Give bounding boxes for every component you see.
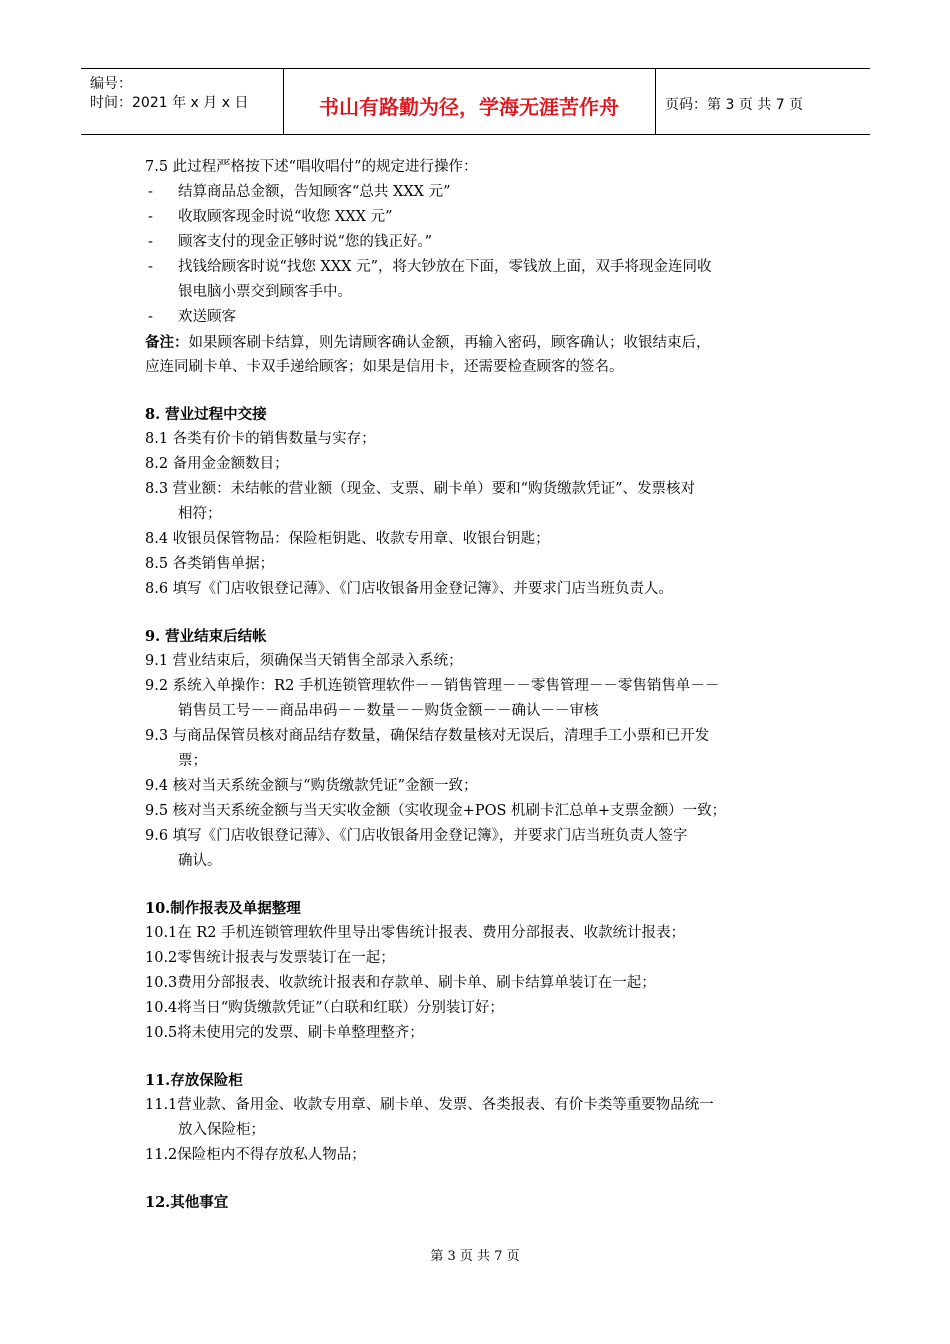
header-motto-cell: [283, 69, 656, 134]
header-meta-cell: [81, 69, 284, 134]
list-item-text: 欢送顾客: [178, 309, 236, 325]
section-heading: 11.存放保险柜: [145, 1072, 243, 1089]
list-item-text: 顾客支付的现金正够时说“您的钱正好。”: [178, 234, 433, 250]
document-number-label: 编号：: [90, 76, 132, 92]
section7-intro: 7.5 此过程严格按下述“唱收唱付”的规定进行操作：: [145, 159, 478, 175]
page-footer: 第 3 页 共 7 页: [430, 1249, 520, 1264]
list-item: 11.1营业款、备用金、收款专用章、刷卡单、发票、各类报表、有价卡类等重要物品统一: [145, 1097, 714, 1113]
list-item: 10.5将未使用完的发票、刷卡单整理整齐；: [145, 1025, 424, 1041]
list-item-continuation: 票；: [178, 753, 207, 769]
header-page-info: 页码：第 3 页 共 7 页: [665, 97, 804, 113]
list-item: [145, 180, 810, 205]
header-motto: 书山有路勤为径，学海无涯苦作舟: [319, 95, 619, 119]
list-item: 11.2保险柜内不得存放私人物品；: [145, 1147, 366, 1163]
list-item-continuation: 销售员工号－－商品串码－－数量－－购货金额－－确认－－审核: [178, 703, 599, 719]
list-item: 8.6 填写《门店收银登记薄》、《门店收银备用金登记簿》、并要求门店当班负责人。: [145, 581, 673, 597]
list-item-continuation: 银电脑小票交到顾客手中。: [178, 284, 352, 300]
note-label: 备注：: [145, 334, 189, 351]
note-text: 如果顾客刷卡结算，则先请顾客确认金额，再输入密码，顾客确认；收银结束后，: [188, 335, 711, 351]
header-page-cell: [655, 69, 870, 134]
list-item: 8.1 各类有价卡的销售数量与实存；: [145, 431, 376, 447]
list-item: 10.1在 R2 手机连锁管理软件里导出零售统计报表、费用分部报表、收款统计报表；: [145, 925, 686, 941]
list-item-continuation: 相符；: [178, 506, 222, 522]
section-heading: 9. 营业结束后结帐: [145, 628, 267, 645]
document-body: [145, 155, 810, 1215]
list-item: 10.3费用分部报表、收款统计报表和存款单、刷卡单、刷卡结算单装订在一起；: [145, 975, 656, 991]
bullet-dash: -: [148, 309, 153, 325]
list-item: [145, 255, 810, 280]
list-item: 8.5 各类销售单据；: [145, 556, 275, 572]
bullet-dash: -: [148, 209, 153, 225]
list-item: 9.1 营业结束后，须确保当天销售全部录入系统；: [145, 653, 463, 669]
list-item: [145, 205, 810, 230]
list-item: 9.3 与商品保管员核对商品结存数量，确保结存数量核对无误后，清理手工小票和已开发: [145, 728, 710, 744]
list-item: 8.4 收银员保管物品：保险柜钥匙、收款专用章、收银台钥匙；: [145, 531, 550, 547]
list-item: 10.4将当日“购货缴款凭证”（白联和红联）分别装订好；: [145, 1000, 504, 1016]
list-item: 8.3 营业额：未结帐的营业额（现金、支票、刷卡单）要和“购货缴款凭证”、发票核对: [145, 481, 695, 497]
list-item-continuation: 放入保险柜；: [178, 1122, 265, 1138]
list-item: 8.2 备用金金额数目；: [145, 456, 289, 472]
bullet-dash: -: [148, 259, 153, 275]
bullet-dash: -: [148, 234, 153, 250]
section-heading: 8. 营业过程中交接: [145, 406, 267, 423]
list-item-continuation: 确认。: [178, 853, 222, 869]
list-item: 9.4 核对当天系统金额与“购货缴款凭证”金额一致；: [145, 778, 478, 794]
section-heading: 12.其他事宜: [145, 1194, 229, 1211]
list-item: [145, 305, 810, 330]
list-item: 9.6 填写《门店收银登记薄》、《门店收银备用金登记簿》，并要求门店当班负责人签字: [145, 828, 688, 844]
list-item: 10.2零售统计报表与发票装订在一起；: [145, 950, 395, 966]
list-item-text: 找钱给顾客时说“找您 XXX 元”，将大钞放在下面，零钱放上面，双手将现金连同收: [178, 259, 712, 275]
bullet-dash: -: [148, 184, 153, 200]
note-paragraph: [145, 330, 810, 355]
list-item: [145, 230, 810, 255]
list-item-text: 结算商品总金额，告知顾客“总共 XXX 元”: [178, 184, 451, 200]
list-item: 9.2 系统入单操作：R2 手机连锁管理软件－－销售管理－－零售管理－－零售销售单－－: [145, 678, 720, 694]
document-date: 时间：2021 年 x 月 x 日: [90, 95, 249, 111]
list-item-text: 收取顾客现金时说“收您 XXX 元”: [178, 209, 393, 225]
section-heading: 10.制作报表及单据整理: [145, 900, 301, 917]
note-paragraph-continuation: 应连同刷卡单、卡双手递给顾客；如果是信用卡，还需要检查顾客的签名。: [145, 359, 624, 375]
page-header: [81, 68, 870, 135]
list-item: 9.5 核对当天系统金额与当天实收金额（实收现金+POS 机刷卡汇总单+支票金额）一致；: [145, 803, 727, 819]
